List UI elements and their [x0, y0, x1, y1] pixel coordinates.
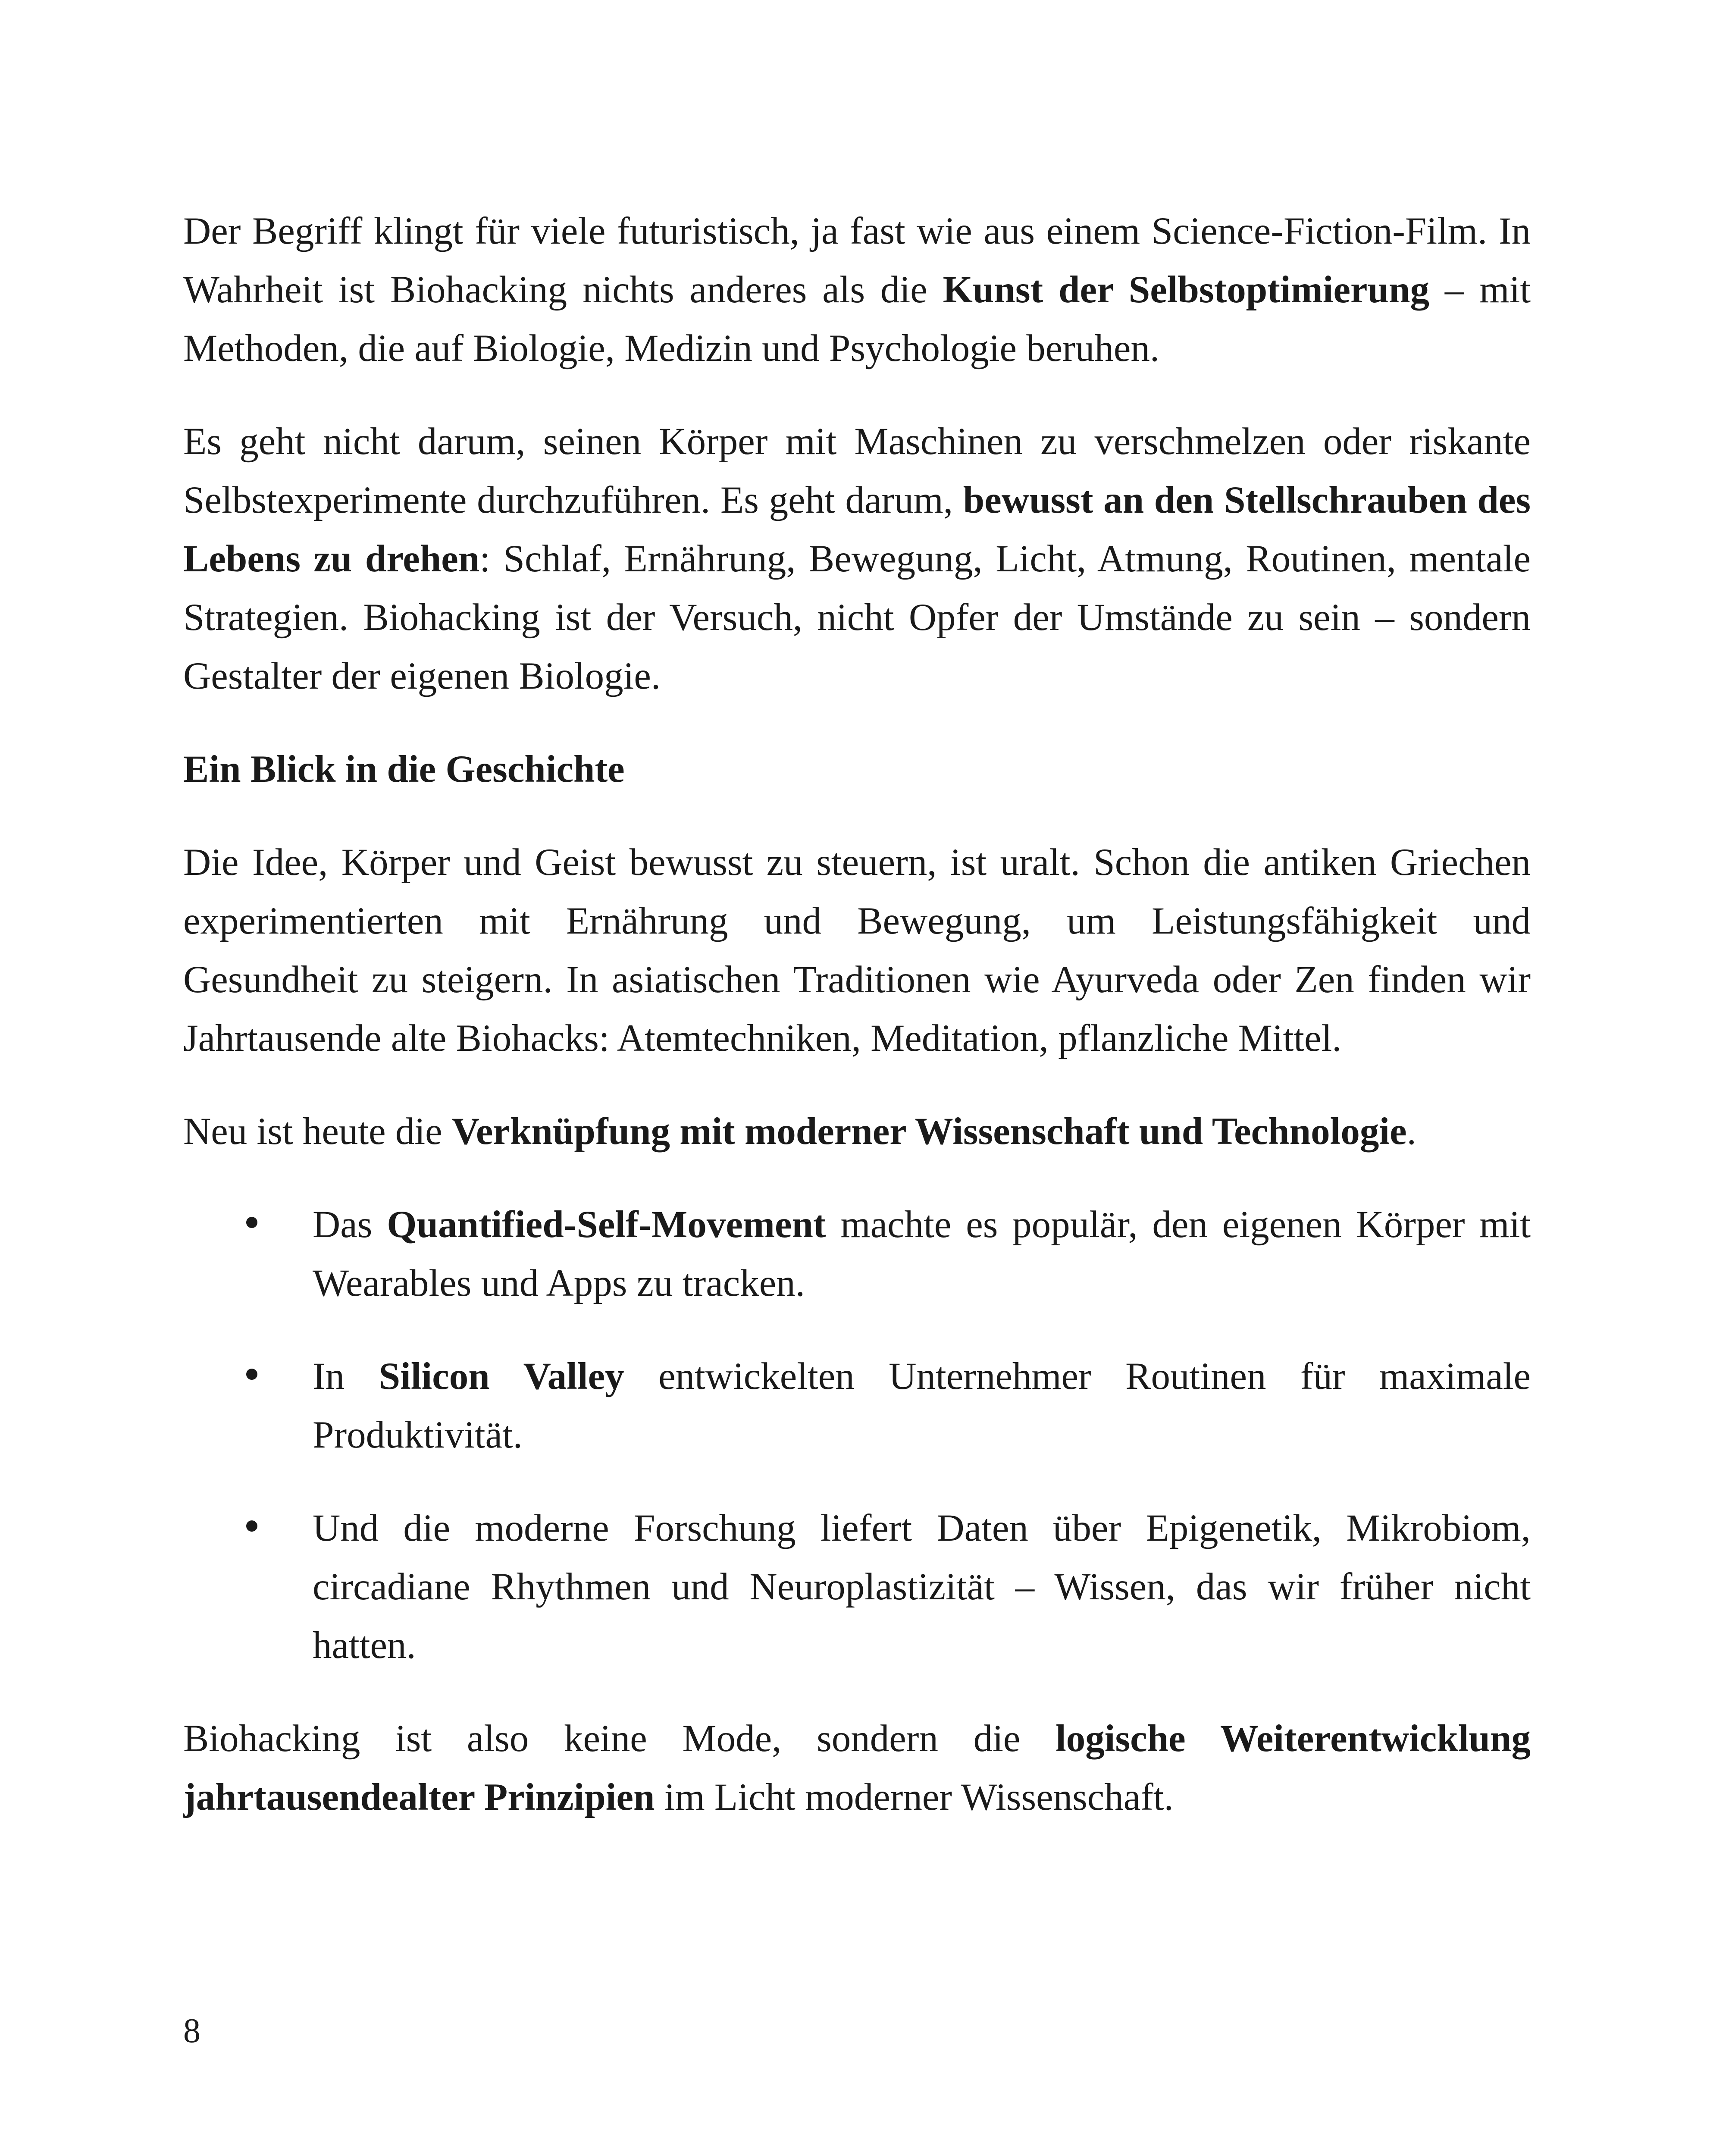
intro-text-start: Der Begriff klingt für viele futuristisch, ja fast wie aus einem Science-Fiction-Film. In Wahrheit ist Biohacking nichts anderes als die [183, 210, 1531, 311]
bullet-icon [246, 1217, 257, 1228]
bullet-text-start: Und die moderne Forschung liefert Daten über Epigenetik, Mikrobiom, circadiane Rhythmen und Neuroplastizität – Wissen, das wir früher nicht hatten. [313, 1507, 1531, 1667]
list-item [183, 1499, 1531, 1675]
section-heading: Ein Blick in die Geschichte [183, 748, 625, 790]
conclusion-text-start: Biohacking ist also keine Mode, sondern die [183, 1717, 1056, 1760]
definition-paragraph [183, 412, 1531, 705]
history-paragraph: Die Idee, Körper und Geist bewusst zu steuern, ist uralt. Schon die antiken Griechen experimentierten mit Ernährung und Bewegung, um Leistungsfähigkeit und Gesundheit zu steigern. In asiatischen Traditionen wie Ayurveda oder Zen finden wir Jahrtausende alte Biohacks: Atemtechniken, Meditation, pflanzliche Mittel. [183, 841, 1531, 1059]
definition-text-start: Es geht nicht darum, seinen Körper mit Maschinen zu verschmelzen oder riskante Selbstexperimente durchzuführen. Es geht darum, [183, 420, 1531, 521]
new-today-paragraph [183, 1102, 1531, 1161]
definition-bold-phrase: bewusst an den Stellschrauben des Lebens zu drehen [183, 479, 1531, 580]
page-content [183, 202, 1531, 1827]
intro-bold-phrase: Kunst der Selbstoptimierung [943, 269, 1430, 311]
bullet-text-end: entwickelten Unternehmer Routinen für maximale Produktivität. [313, 1355, 1531, 1456]
bullet-bold-phrase: Silicon Valley [379, 1355, 624, 1398]
bullet-text-start: In [313, 1355, 379, 1398]
bullet-icon [246, 1369, 257, 1380]
intro-paragraph [183, 202, 1531, 378]
list-item [183, 1347, 1531, 1464]
bullet-text-end: machte es populär, den eigenen Körper mit Wearables und Apps zu tracken. [313, 1203, 1531, 1304]
bullet-text-start: Das [313, 1203, 387, 1246]
new-today-bold-phrase: Verknüpfung mit moderner Wissenschaft und Technologie [451, 1110, 1407, 1153]
bullet-bold-phrase: Quantified-Self-Movement [387, 1203, 826, 1246]
new-today-text-start: Neu ist heute die [183, 1110, 452, 1153]
intro-text-end: – mit Methoden, die auf Biologie, Medizin und Psychologie beruhen. [183, 269, 1531, 370]
conclusion-paragraph [183, 1709, 1531, 1827]
new-today-text-end: . [1406, 1110, 1416, 1153]
page-number: 8 [183, 2012, 200, 2050]
conclusion-text-end: im Licht moderner Wissenschaft. [655, 1776, 1174, 1818]
list-item [183, 1195, 1531, 1313]
bullet-list [183, 1195, 1531, 1675]
bullet-icon [246, 1520, 257, 1532]
definition-text-end: : Schlaf, Ernährung, Bewegung, Licht, Atmung, Routinen, mentale Strategien. Biohacking ist der Versuch, nicht Opfer der Umstände zu sein – sondern Gestalter der eigenen Biologie. [183, 538, 1531, 697]
conclusion-bold-phrase: logische Weiterentwicklung jahrtausendealter Prinzipien [183, 1717, 1531, 1818]
